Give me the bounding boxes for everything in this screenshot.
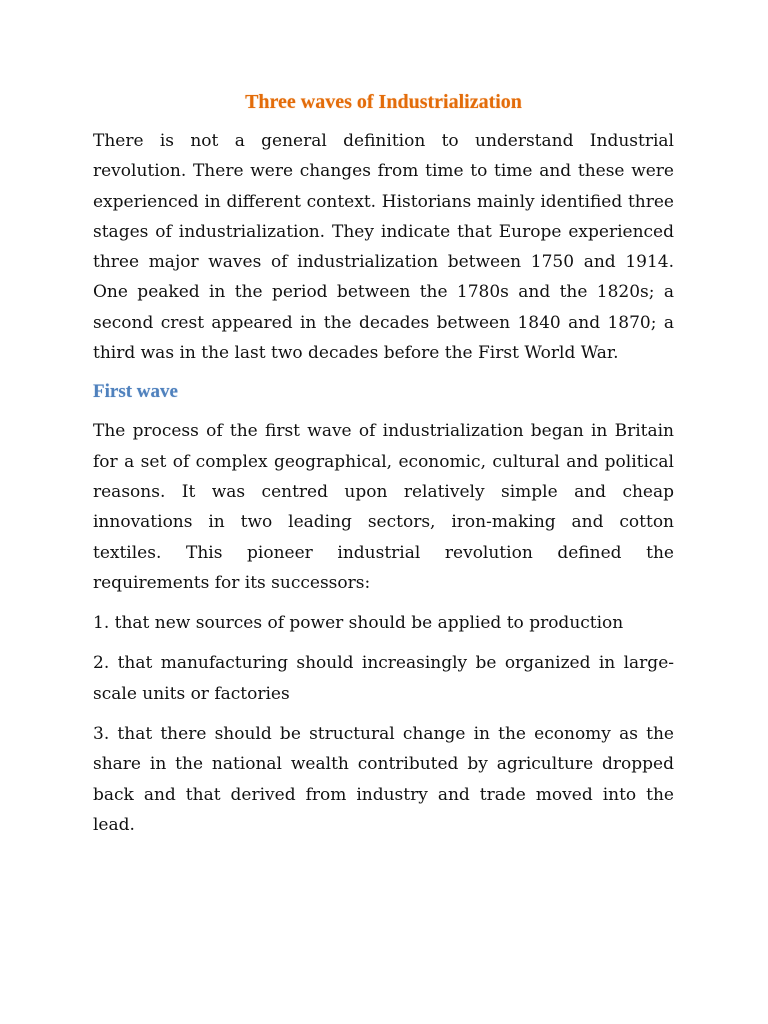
first-wave-paragraph: The process of the first wave of industrialization began in Britain for a set of complex geographical, economic, cultural and political reasons. It was centred upon relatively simple and cheap innovations in two leading sectors, iron-making and cotton textiles. This pioneer industrial revolution defined the requirements for its successors: (93, 421, 674, 593)
list-item: 2. that manufacturing should increasingly be organized in large-scale units or factories (93, 653, 674, 704)
list-item: 3. that there should be structural change in the economy as the share in the national wealth contributed by agriculture dropped back and that derived from industry and trade moved into the lead. (93, 724, 674, 835)
page-title: Three waves of Industrialization (245, 91, 522, 113)
document-body (93, 88, 674, 850)
section-heading-first-wave: First wave (93, 381, 178, 403)
list-item: 1. that new sources of power should be applied to production (93, 613, 624, 634)
intro-paragraph: There is not a general definition to understand Industrial revolution. There were changes from time to time and these were experienced in different context. Historians mainly identified three stages of industrialization. They indicate that Europe experienced three major waves of industrialization between 1750 and 1914. One peaked in the period between the 1780s and the 1820s; a second crest appeared in the decades between 1840 and 1870; a third was in the last two decades before the First World War. (93, 131, 674, 364)
